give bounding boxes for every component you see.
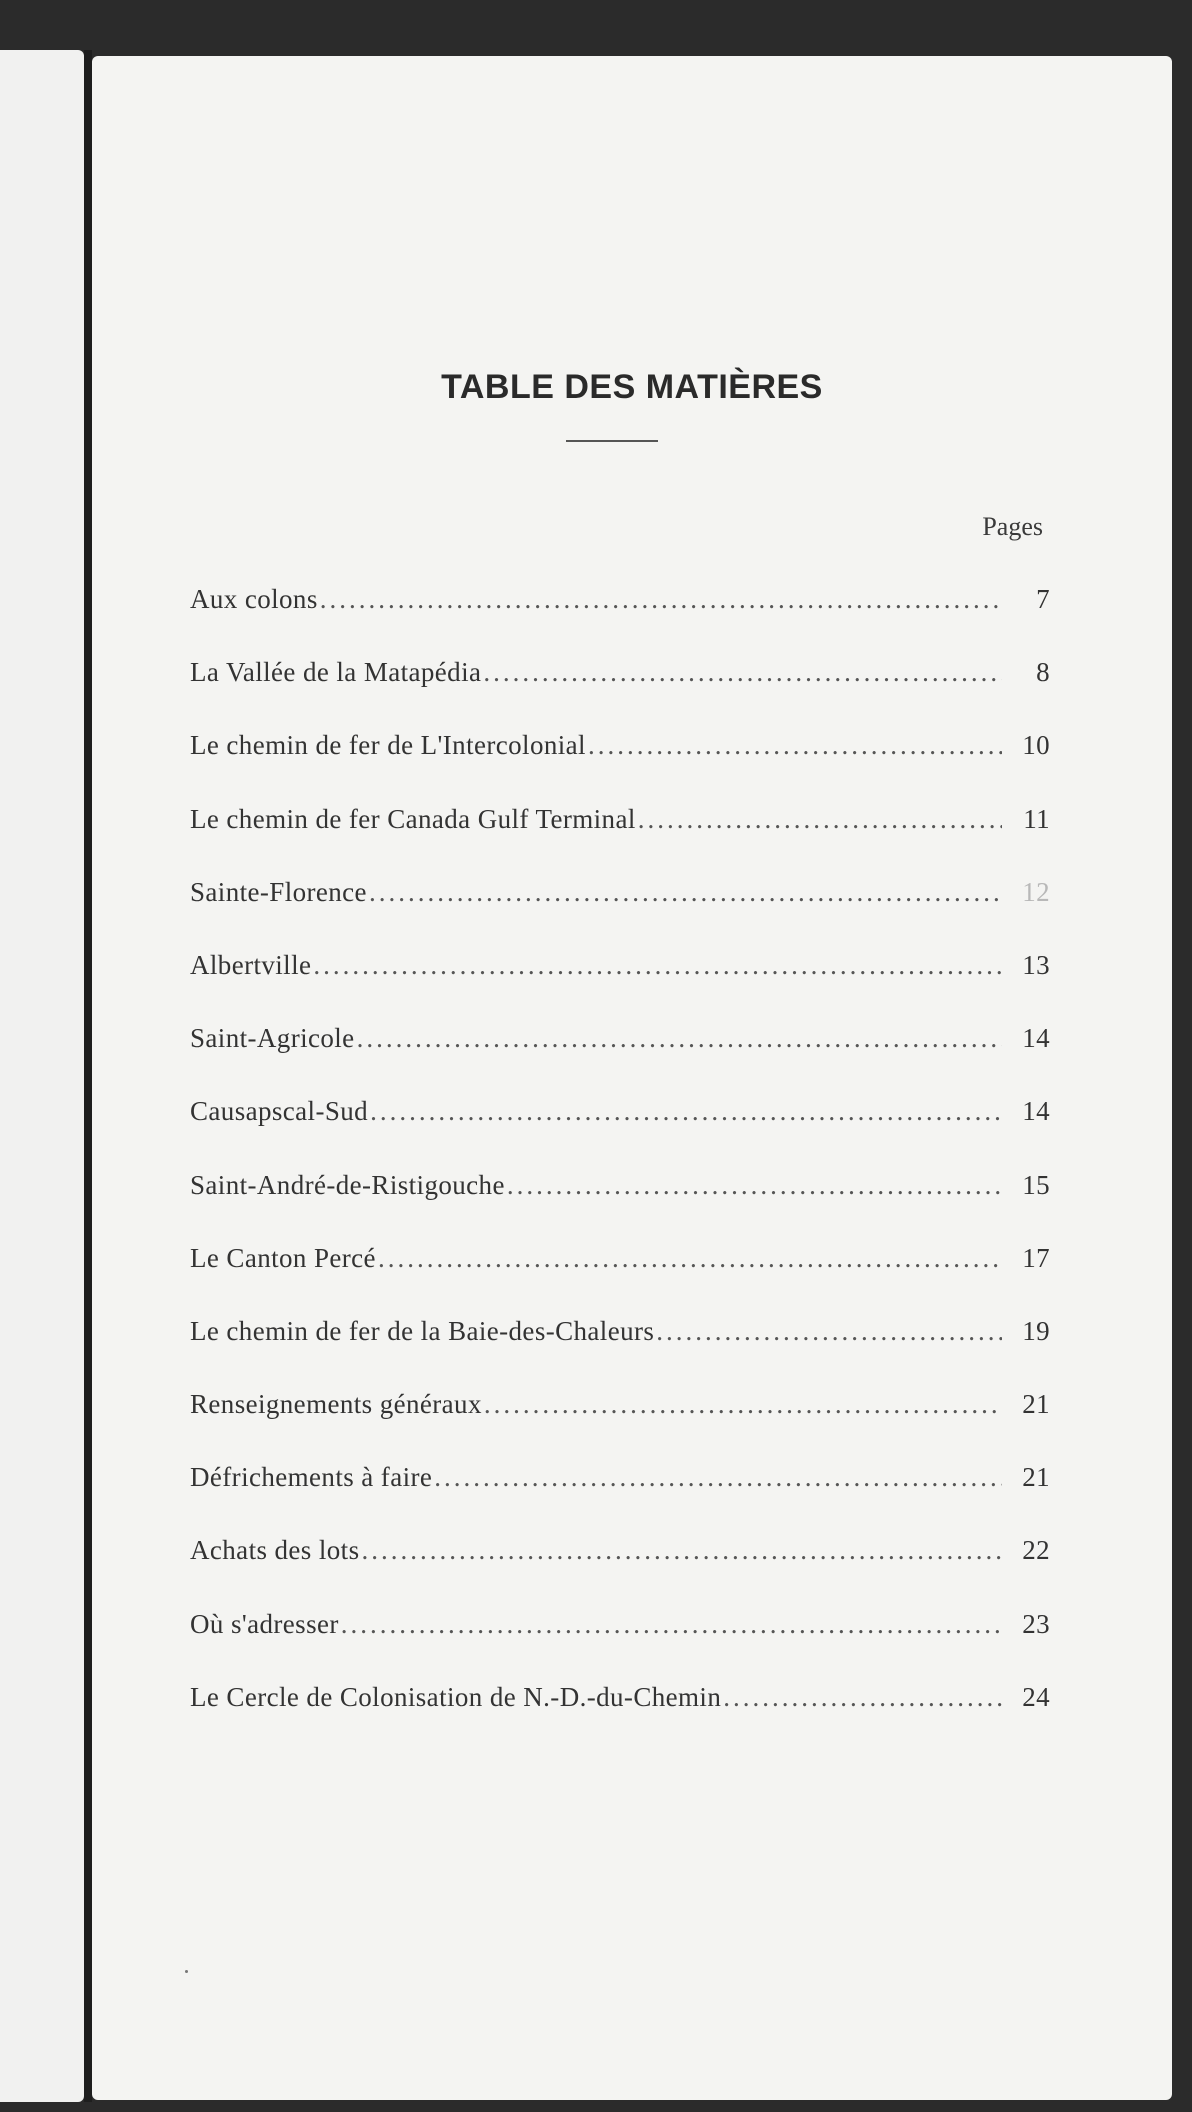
toc-entry [190, 584, 1050, 657]
toc-entry-page: 14 [1022, 1096, 1050, 1127]
toc-entry-label: Aux colons [190, 584, 318, 614]
toc-entry-page: 17 [1022, 1242, 1050, 1273]
toc-entry-page: 24 [1022, 1681, 1050, 1712]
toc-entry-page: 14 [1022, 1023, 1050, 1054]
toc-leader-dots [361, 1535, 1002, 1566]
toc-entry-label: Renseignements généraux [190, 1389, 482, 1420]
page-title: TABLE DES MATIÈRES [441, 368, 823, 406]
toc-entry-page: 21 [1022, 1389, 1050, 1420]
toc-entry-page: 19 [1022, 1315, 1050, 1346]
toc-entry [190, 1462, 1050, 1535]
toc-leader-dots [434, 1462, 1002, 1493]
toc-entry-label: Albertville [190, 949, 312, 980]
toc-entry [190, 877, 1050, 950]
toc-entry-page: 13 [1022, 949, 1050, 980]
title-divider [566, 440, 658, 442]
toc-leader-dots [723, 1682, 1002, 1713]
toc-entry [190, 1316, 1050, 1389]
toc-entry-page: 11 [1023, 803, 1050, 834]
toc-entry-label: La Vallée de la Matapédia [190, 657, 482, 688]
toc-entry-label: Le Canton Percé [190, 1242, 376, 1273]
toc-entry-page: 15 [1022, 1169, 1050, 1200]
toc-leader-dots [341, 1609, 1002, 1640]
toc-entry [190, 1389, 1050, 1462]
table-of-contents [190, 584, 1050, 1755]
toc-leader-dots [483, 657, 1002, 688]
toc-entry [190, 1170, 1050, 1243]
toc-leader-dots [357, 1023, 1002, 1054]
toc-entry [190, 1096, 1050, 1169]
toc-entry-label: Le chemin de fer de L'Intercolonial [190, 730, 586, 761]
toc-entry-page: 10 [1022, 730, 1050, 761]
toc-entry [190, 730, 1050, 803]
toc-entry-page: 22 [1022, 1535, 1050, 1566]
toc-entry-label: Le chemin de fer Canada Gulf Terminal [190, 803, 636, 834]
toc-entry [190, 657, 1050, 730]
toc-leader-dots [378, 1243, 1002, 1274]
toc-leader-dots [369, 877, 1002, 908]
paper-speck [185, 1970, 188, 1973]
toc-entry-page: 21 [1022, 1462, 1050, 1493]
toc-leader-dots [507, 1170, 1002, 1201]
toc-entry-label: Causapscal-Sud [190, 1096, 369, 1127]
toc-entry-label: Défrichements à faire [190, 1462, 433, 1493]
toc-entry-page: 23 [1022, 1608, 1050, 1639]
toc-entry-label: Où s'adresser [190, 1608, 339, 1639]
toc-leader-dots [638, 804, 1002, 835]
pages-column-label: Pages [982, 512, 1043, 541]
book-gutter [84, 50, 92, 2102]
toc-leader-dots [313, 950, 1002, 981]
toc-entry-label: Saint-Agricole [190, 1023, 355, 1054]
toc-entry [190, 804, 1050, 877]
toc-entry-label: Achats des lots [190, 1535, 360, 1566]
document-page [92, 56, 1172, 2100]
toc-entry-label: Sainte-Florence [190, 876, 367, 907]
toc-entry-page: 8 [1036, 657, 1050, 688]
toc-leader-dots [320, 584, 1002, 615]
left-page-edge [0, 50, 84, 2102]
toc-entry [190, 1243, 1050, 1316]
toc-leader-dots [370, 1096, 1002, 1127]
toc-entry [190, 1023, 1050, 1096]
toc-entry [190, 1609, 1050, 1682]
toc-leader-dots [656, 1316, 1002, 1347]
toc-leader-dots [484, 1389, 1002, 1420]
toc-entry [190, 1682, 1050, 1755]
toc-entry-page: 12 [1022, 876, 1050, 907]
toc-entry-label: Le Cercle de Colonisation de N.-D.-du-Chemin [190, 1681, 722, 1712]
toc-entry-label: Saint-André-de-Ristigouche [190, 1169, 505, 1200]
toc-entry-page: 7 [1036, 584, 1050, 614]
toc-entry [190, 950, 1050, 1023]
toc-entry [190, 1535, 1050, 1608]
toc-entry-label: Le chemin de fer de la Baie-des-Chaleurs [190, 1315, 655, 1346]
toc-leader-dots [588, 730, 1002, 761]
